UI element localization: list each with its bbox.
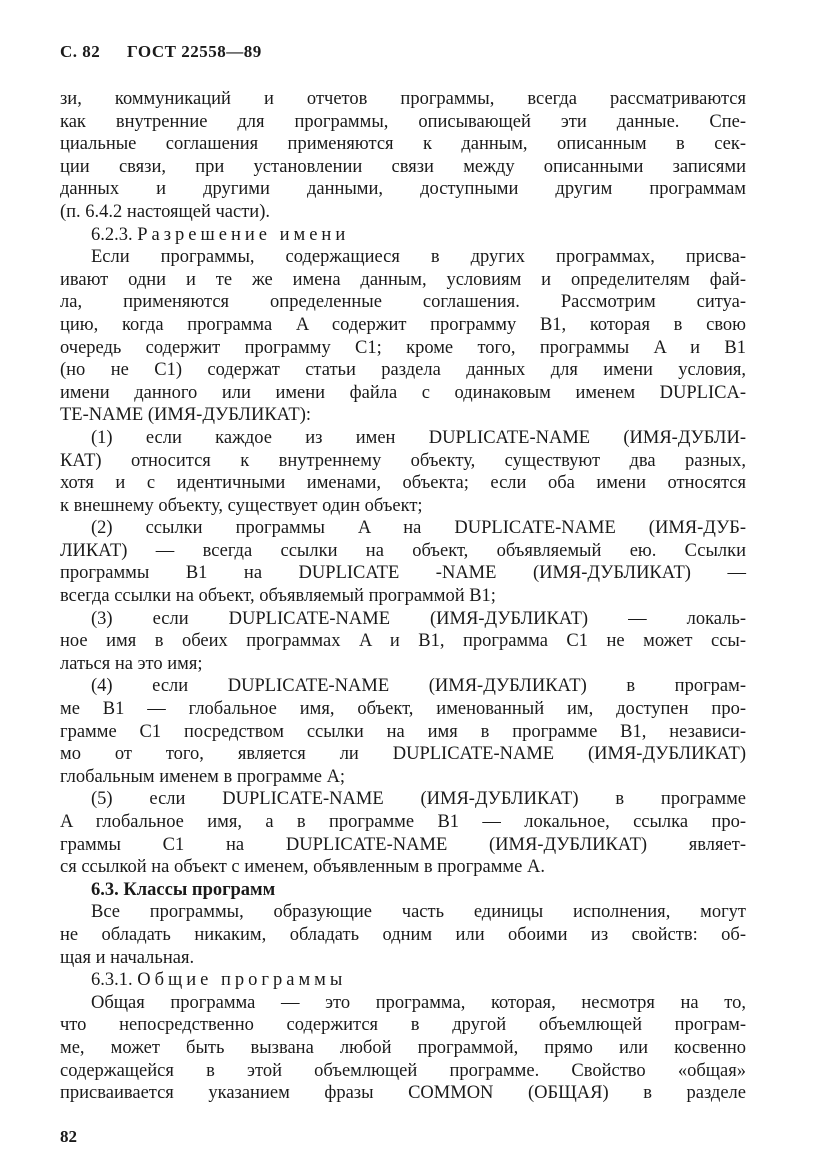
list-item	[60, 675, 746, 788]
text-line: зи, коммуникаций и отчетов программы, всегда рассматриваются	[60, 89, 746, 109]
text-line: (1) если каждое из имен DUPLICATE-NAME (ИМЯ-ДУБЛИ-	[91, 427, 746, 448]
text-line: глобальным именем в программе A;	[60, 766, 346, 787]
text-line: мо от того, является ли DUPLICATE-NAME (ИМЯ-ДУБЛИКАТ)	[60, 744, 746, 765]
text-line: Если программы, содержащиеся в других программах, присва-	[91, 247, 746, 268]
paragraph	[60, 901, 746, 969]
paragraph	[60, 992, 746, 1105]
text-line: (5) если DUPLICATE-NAME (ИМЯ-ДУБЛИКАТ) в программе	[91, 789, 746, 810]
text-line: (2) ссылки программы A на DUPLICATE-NAME (ИМЯ-ДУБ-	[91, 518, 746, 539]
text-line: (п. 6.4.2 настоящей части).	[60, 201, 270, 222]
heading-number: 6.3.1.	[91, 970, 133, 991]
page-number-footer: 82	[60, 1127, 77, 1146]
subsection-heading	[60, 224, 746, 247]
heading-text: Общие программы	[137, 970, 347, 991]
text-line: грамме C1 посредством ссылки на имя в программе B1, независи-	[60, 721, 746, 742]
paragraph	[60, 246, 746, 427]
header-standard: ГОСТ 22558—89	[127, 42, 262, 61]
text-line: ЛИКАТ) — всегда ссылки на объект, объявляемый ею. Ссылки	[60, 540, 746, 561]
text-line: TE-NAME (ИМЯ-ДУБЛИКАТ):	[60, 405, 312, 426]
page-body	[60, 88, 746, 1105]
text-line: цию, когда программа A содержит программу B1, которая в свою	[60, 314, 746, 335]
text-line: ся ссылкой на объект с именем, объявленным в программе A.	[60, 857, 545, 878]
text-line: ме B1 — глобальное имя, объект, именованный им, доступен про-	[60, 699, 746, 720]
text-line: (4) если DUPLICATE-NAME (ИМЯ-ДУБЛИКАТ) в програм-	[91, 676, 746, 697]
list-item	[60, 427, 746, 517]
text-line: Общая программа — это программа, которая, несмотря на то,	[91, 992, 746, 1013]
text-line: всегда ссылки на объект, объявляемый программой B1;	[60, 586, 496, 607]
text-line: ла, применяются определенные соглашения. Рассмотрим ситуа-	[60, 292, 746, 313]
list-item	[60, 608, 746, 676]
section-heading: 6.3. Классы программ	[91, 879, 276, 900]
text-line: что непосредственно содержится в другой объемлющей програм-	[60, 1015, 746, 1036]
text-line: (3) если DUPLICATE-NAME (ИМЯ-ДУБЛИКАТ) — локаль-	[91, 608, 746, 629]
list-item	[60, 788, 746, 878]
text-line: ивают одни и те же имена данным, условиям и определителям фай-	[60, 269, 746, 290]
text-line: латься на это имя;	[60, 653, 203, 674]
text-line: содержащейся в этой объемлющей программе. Свойство «общая»	[60, 1060, 746, 1081]
text-line: программы B1 на DUPLICATE -NAME (ИМЯ-ДУБЛИКАТ) —	[60, 563, 746, 584]
text-line: циальные соглашения применяются к данным, описанным в сек-	[60, 134, 746, 155]
text-line: A глобальное имя, а в программе B1 — локальное, ссылка про-	[60, 812, 746, 832]
text-line: щая и начальная.	[60, 947, 195, 968]
text-line: как внутренние для программы, описывающей эти данные. Спе-	[60, 111, 746, 132]
subsection-heading	[60, 969, 746, 992]
text-line: КАТ) относится к внутреннему объекту, существуют два разных,	[60, 450, 746, 471]
list-item	[60, 517, 746, 607]
header-page-number: С. 82	[60, 42, 101, 61]
text-line: Все программы, образующие часть единицы исполнения, могут	[91, 902, 746, 923]
text-line: ное имя в обеих программах A и B1, программа C1 не может ссы-	[60, 631, 746, 652]
text-line: имени данного или имени файла с одинаковым именем DUPLICA-	[60, 382, 746, 403]
paragraph	[60, 88, 746, 224]
text-line: ции связи, при установлении связи между описанными записями	[60, 156, 746, 177]
text-line: хотя и с идентичными именами, объекта; если оба имени относятся	[60, 473, 746, 494]
text-line: очередь содержит программу C1; кроме того, программы A и B1	[60, 337, 746, 358]
heading-number: 6.2.3.	[91, 224, 133, 245]
heading-text: Разрешение имени	[137, 224, 350, 245]
text-line: данных и другими данными, доступными другим программам	[60, 179, 746, 200]
text-line: присваивается указанием фразы COMMON (ОБЩАЯ) в разделе	[60, 1083, 746, 1104]
text-line: ме, может быть вызвана любой программой, прямо или косвенно	[60, 1037, 746, 1058]
text-line: (но не C1) содержат статьи раздела данных для имени условия,	[60, 360, 746, 381]
page-header	[60, 42, 262, 62]
text-line: граммы C1 на DUPLICATE-NAME (ИМЯ-ДУБЛИКАТ) являет-	[60, 834, 746, 855]
text-line: не обладать никаким, обладать одним или обоими из свойств: об-	[60, 924, 746, 945]
text-line: к внешнему объекту, существует один объект;	[60, 495, 423, 516]
